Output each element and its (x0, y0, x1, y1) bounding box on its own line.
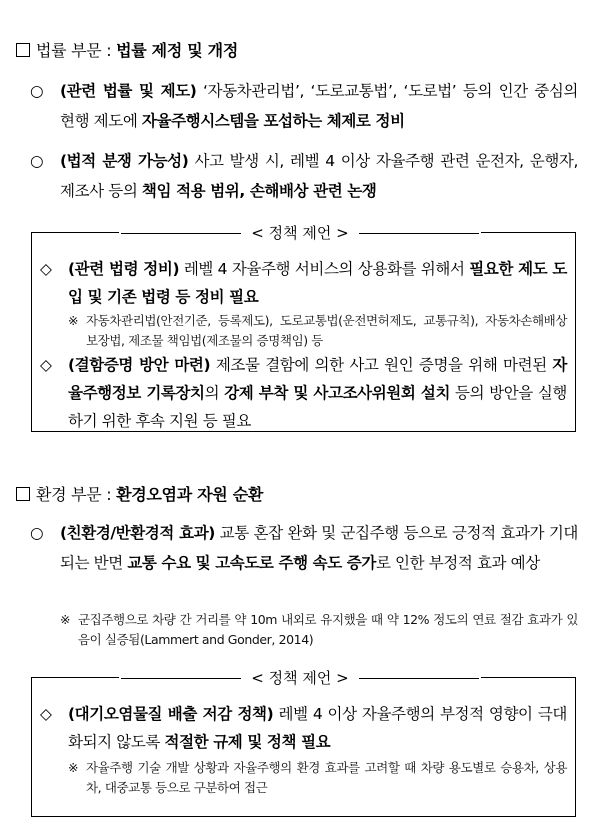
section-heading: 환경오염과 자원 순환 (116, 485, 264, 504)
paragraph-emphasis: 자율주행시스템을 포섭하는 체제로 정비 (141, 112, 405, 130)
policy-item-emphasis: 강제 부착 및 사고조사위원회 설치 (224, 384, 451, 402)
paragraph-text (30, 518, 578, 578)
policy-box-law (31, 232, 576, 432)
policy-item-body: 제조물 결함에 의한 사고 원인 증명을 위해 마련된 (210, 356, 553, 374)
note-vehicle-categories (68, 758, 567, 798)
policy-item-text (40, 255, 567, 311)
policy-item-lead: (결함증명 방안 마련) (68, 356, 211, 374)
policy-item-body: 레벨 4 이상 자율주행의 부정적 영향이 극대화되지 않도록 (68, 705, 567, 751)
reference-mark-icon: ※ (68, 313, 79, 328)
policy-label-value: 정책 제언 (268, 669, 332, 687)
section-heading: 법률 제정 및 개정 (116, 41, 238, 60)
paragraph-lead: (법적 분쟁 가능성) (60, 152, 189, 170)
circle-bullet-icon: ○ (30, 152, 44, 170)
note-text: 자율주행 기술 개발 상황과 자율주행의 환경 효과를 고려할 때 차량 용도별로 승용차, 상용차, 대중교통 등으로 구분하여 접근 (86, 760, 567, 795)
policy-item-emission-reduction (40, 700, 567, 756)
policy-box-environment (31, 677, 576, 817)
policy-item-body: 의 (204, 384, 225, 402)
policy-item-emphasis: 필요한 제도 도입 및 기존 법령 등 정비 필요 (68, 260, 567, 306)
paragraph-emphasis: 책임 적용 범위, 손해배상 관련 논쟁 (141, 182, 377, 200)
paragraph-body: 교통 혼잡 완화 및 군집주행 등으로 긍정적 효과가 기대되는 반면 (60, 524, 578, 572)
paragraph-lead: (친환경/반환경적 효과) (60, 524, 215, 542)
paragraph-body: ‘자동차관리법’, ‘도로교통법’, ‘도로법’ 등의 인간 중심의 현행 제도에 (60, 82, 578, 130)
diamond-bullet-icon: ◇ (40, 705, 52, 723)
diamond-bullet-icon: ◇ (40, 260, 52, 278)
label-rule-right (359, 233, 479, 234)
paragraph-related-laws (30, 76, 578, 136)
note-platooning (60, 610, 578, 650)
reference-mark-icon: ※ (68, 760, 79, 775)
policy-label-text: < 정책 제언 > (251, 669, 349, 687)
diamond-bullet-icon: ◇ (40, 356, 52, 374)
paragraph-text (30, 76, 578, 136)
policy-item-emphasis: 자율주행정보 기록장치 (68, 356, 567, 402)
paragraph-body: 로 인한 부정적 효과 예상 (375, 554, 540, 572)
paragraph-body: 사고 발생 시, 레벨 4 이상 자율주행 관련 운전자, 운행자, 제조사 등의 (60, 152, 578, 200)
circle-bullet-icon: ○ (30, 524, 44, 542)
paragraph-legal-disputes (30, 146, 578, 206)
policy-item-lead: (대기오염물질 배출 저감 정책) (68, 705, 274, 723)
policy-item-body: 레벨 4 자율주행 서비스의 상용화를 위해서 (179, 260, 470, 278)
paragraph-emphasis: 교통 수요 및 고속도로 주행 속도 증가 (127, 554, 376, 572)
checkbox-square-icon (16, 43, 30, 57)
policy-label-law (0, 222, 600, 243)
note-text: 자동차관리법(안전기준, 등록제도), 도로교통법(운전면허제도, 교통규칙), 자동차손해배상 보장법, 제조물 책임법(제조물의 증명책임) 등 (86, 313, 567, 348)
policy-label-environment (0, 667, 600, 688)
section-prefix: 환경 부문 : (36, 485, 117, 504)
section-title-environment (16, 482, 263, 505)
circle-bullet-icon: ○ (30, 82, 44, 100)
policy-item-law-revision (40, 255, 567, 311)
note-text: 군집주행으로 차량 간 거리를 약 10m 내외로 유지했을 때 약 12% 정도의 연료 절감 효과가 있음이 실증됨(Lammert and Gonder, 2014) (78, 612, 578, 647)
section-prefix: 법률 부문 : (36, 41, 117, 60)
paragraph-eco-effects (30, 518, 578, 578)
policy-item-text (40, 700, 567, 756)
policy-item-body: 등의 방안을 실행하기 위한 후속 지원 등 필요 (68, 384, 567, 430)
policy-item-lead: (관련 법령 정비) (68, 260, 180, 278)
policy-item-text (40, 351, 567, 435)
checkbox-square-icon (16, 487, 30, 501)
policy-item-defect-proof (40, 351, 567, 435)
label-rule-left (121, 678, 241, 679)
note-law-list (68, 311, 567, 351)
label-rule-left (121, 233, 241, 234)
section-title-law (16, 38, 238, 61)
policy-label-text: < 정책 제언 > (251, 224, 349, 242)
paragraph-text (30, 146, 578, 206)
reference-mark-icon: ※ (60, 612, 71, 627)
paragraph-lead: (관련 법률 및 제도) (60, 82, 197, 100)
policy-label-value: 정책 제언 (268, 224, 332, 242)
label-rule-right (359, 678, 479, 679)
policy-item-emphasis: 적절한 규제 및 정책 필요 (164, 733, 331, 751)
